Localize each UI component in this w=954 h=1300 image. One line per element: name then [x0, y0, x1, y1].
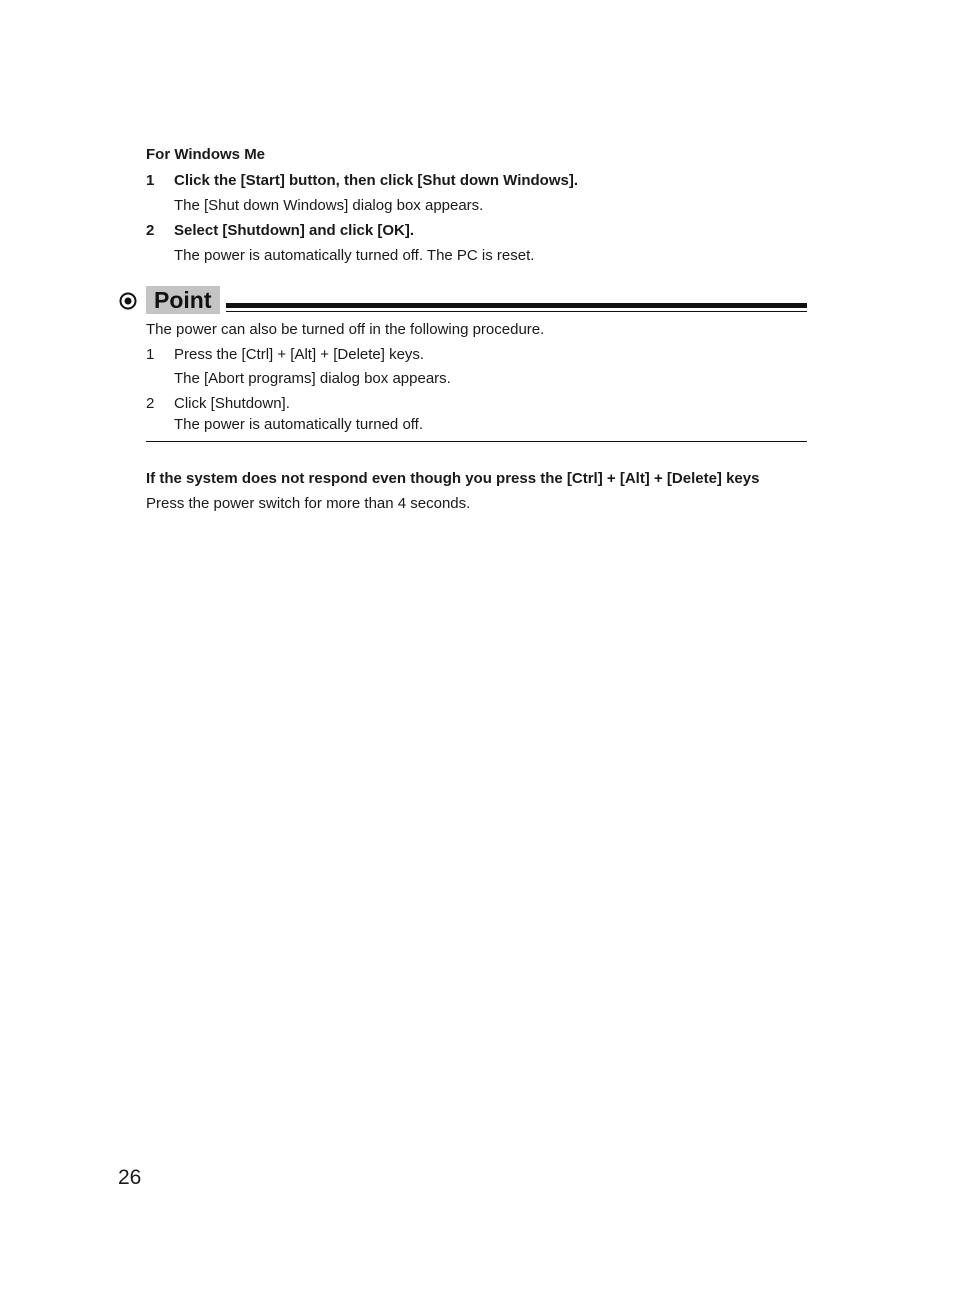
step-instruction: Select [Shutdown] and click [OK]. — [174, 222, 415, 239]
step-number: 2 — [146, 222, 155, 239]
page-number: 26 — [118, 1166, 142, 1189]
point-step-result: The [Abort programs] dialog box appears. — [174, 370, 451, 387]
step-result: The power is automatically turned off. The PC is reset. — [174, 247, 535, 264]
point-step-instruction: Press the [Ctrl] + [Alt] + [Delete] keys. — [174, 346, 425, 363]
step-instruction: Click the [Start] button, then click [Shut down Windows]. — [174, 172, 579, 189]
point-header-rule-thin — [226, 311, 807, 312]
no-response-heading: If the system does not respond even though you press the [Ctrl] + [Alt] + [Delete] keys — [146, 470, 760, 487]
step-result: The [Shut down Windows] dialog box appears. — [174, 197, 484, 214]
point-step-instruction: Click [Shutdown]. — [174, 395, 290, 412]
point-header-rule — [226, 303, 807, 308]
point-bottom-rule — [146, 441, 807, 442]
point-label: Point — [146, 286, 220, 314]
point-step-number: 1 — [146, 346, 155, 363]
no-response-text: Press the power switch for more than 4 seconds. — [146, 495, 471, 512]
target-bullet-icon — [119, 292, 137, 310]
step-number: 1 — [146, 172, 155, 189]
section-heading: For Windows Me — [146, 146, 266, 163]
point-step-number: 2 — [146, 395, 155, 412]
point-step-result: The power is automatically turned off. — [174, 416, 424, 433]
point-intro: The power can also be turned off in the following procedure. — [146, 321, 545, 338]
